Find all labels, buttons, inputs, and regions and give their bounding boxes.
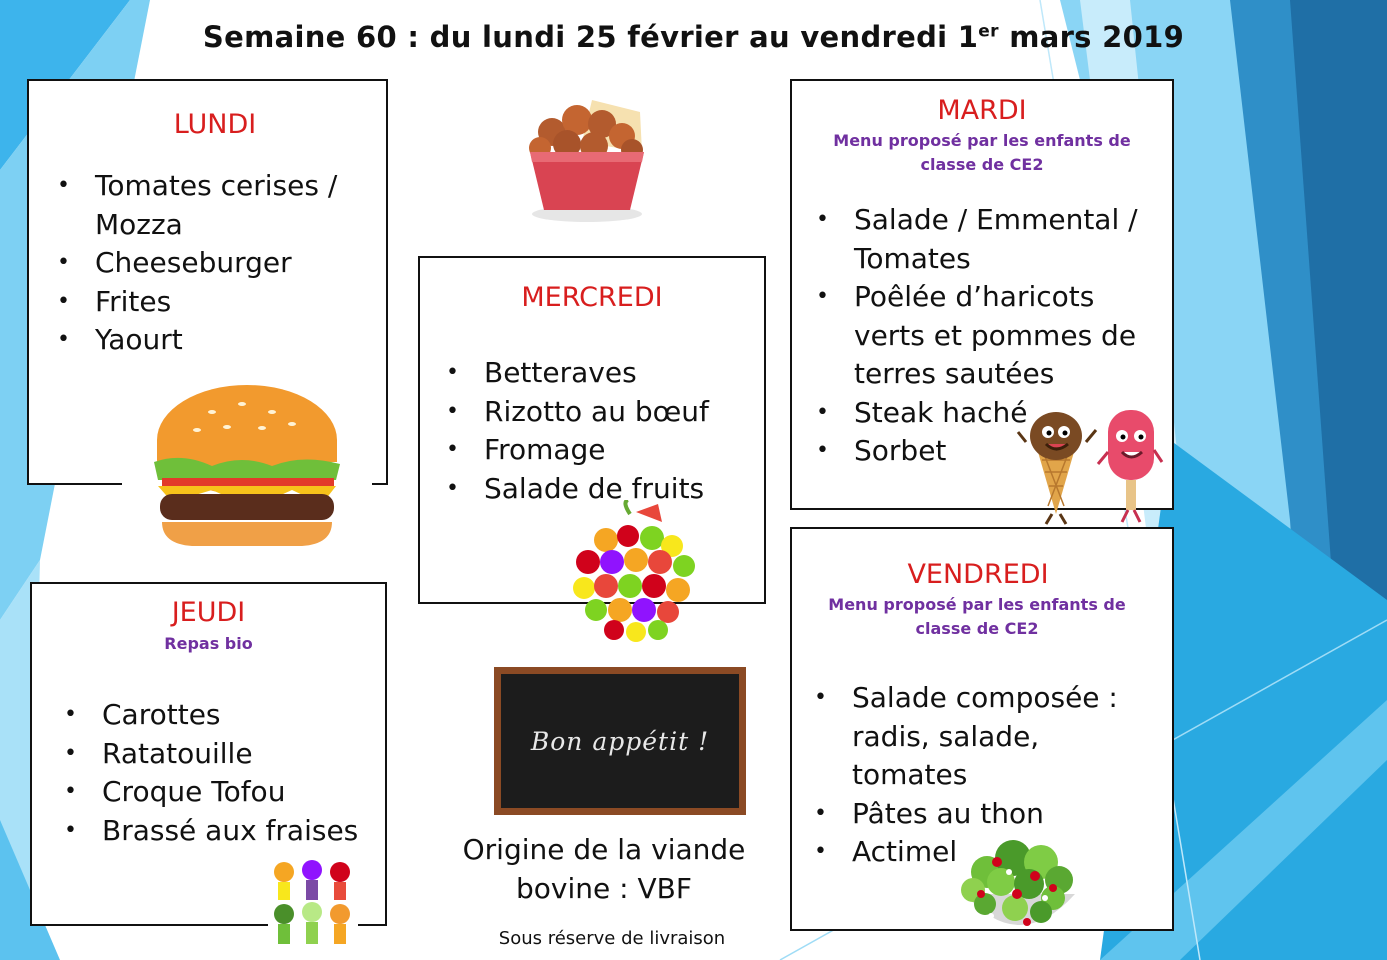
chalkboard-text: Bon appétit ! (530, 726, 710, 756)
ice-cream-characters-illustration (1016, 402, 1164, 527)
list-item: • Salade de fruits (442, 470, 762, 509)
list-item: • Pâtes au thon (810, 795, 1150, 834)
list-item: • Frites (53, 283, 373, 322)
list-item: • Yaourt (53, 321, 373, 360)
list-item: • Cheeseburger (53, 244, 373, 283)
list-item: • Tomates cerises / Mozza (53, 167, 373, 244)
list-item: • Betteraves (442, 354, 762, 393)
list-item: • Brassé aux fraises (60, 812, 380, 851)
vendredi-note: Menu proposé par les enfants de classe de CE2 (828, 595, 1126, 638)
list-item: • Actimel (810, 833, 1150, 872)
list-item: • Rizotto au bœuf (442, 393, 762, 432)
list-item: • Carottes (60, 696, 380, 735)
delivery-disclaimer: Sous réserve de livraison (498, 928, 726, 949)
pastry-illustration (522, 92, 652, 227)
mardi-day-heading: MARDI (937, 95, 1027, 126)
meat-origin-note: Origine de la viande bovine : VBF (462, 833, 746, 905)
jeudi-menu-list (60, 696, 380, 850)
list-item: • Poêlée d’haricots verts et pommes de terres sautées (812, 278, 1162, 394)
list-item: • Salade composée : radis, salade, tomates (810, 679, 1150, 795)
list-item: • Salade / Emmental / Tomates (812, 201, 1162, 278)
fruit-heart-illustration (566, 500, 706, 645)
burger-illustration (122, 362, 372, 562)
mercredi-menu-list (442, 354, 762, 508)
vendredi-day-heading: VENDREDI (907, 559, 1049, 590)
lundi-menu-list (53, 167, 373, 360)
vegetable-kids-illustration (268, 858, 358, 948)
list-item: • Croque Tofou (60, 773, 380, 812)
list-item: • Steak haché (812, 394, 1162, 433)
list-item: • Sorbet (812, 432, 1162, 471)
list-item: • Fromage (442, 431, 762, 470)
page-title: Semaine 60 : du lundi 25 février au vendredi 1er mars 2019 (202, 20, 1185, 54)
chalkboard-illustration (494, 667, 746, 815)
salad-bowl-illustration (957, 832, 1082, 950)
jeudi-day-heading: JEUDI (171, 597, 246, 628)
jeudi-note: Repas bio (164, 634, 253, 653)
list-item: • Ratatouille (60, 735, 380, 774)
mardi-note: Menu proposé par les enfants de classe de CE2 (833, 131, 1131, 174)
mercredi-day-heading: MERCREDI (521, 282, 663, 313)
lundi-day-heading: LUNDI (173, 109, 257, 140)
